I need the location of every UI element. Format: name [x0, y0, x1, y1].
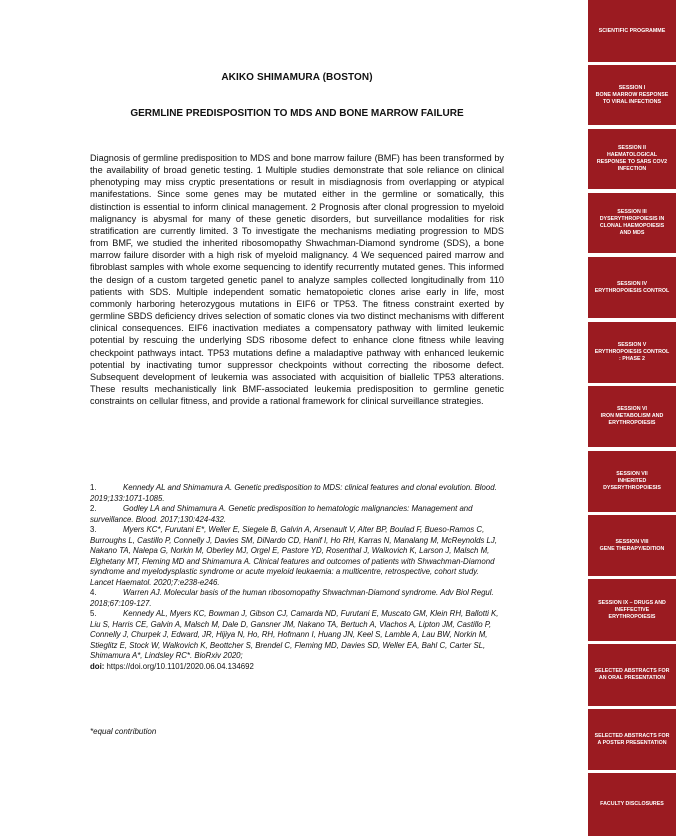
- tab-session-2[interactable]: SESSION II HAEMATOLOGICAL RESPONSE TO SARS COV2 INFECTION: [588, 129, 676, 189]
- tab-session-9[interactable]: SESSION IX – DRUGS AND INEFFECTIVE ERYTHROPOIESIS: [588, 579, 676, 641]
- tab-poster-abstracts[interactable]: SELECTED ABSTRACTS FOR A POSTER PRESENTATION: [588, 709, 676, 770]
- tab-session-3[interactable]: SESSION III DYSERYTHROPOIESIS IN CLONAL HAEMOPOIESIS AND MDS: [588, 193, 676, 253]
- doi-line: doi: https://doi.org/10.1101/2020.06.04.134692: [90, 661, 254, 671]
- tab-session-4[interactable]: SESSION IV ERYTHROPOIESIS CONTROL: [588, 257, 676, 318]
- footnote: *equal contribution: [90, 727, 157, 736]
- tab-session-6[interactable]: SESSION VI IRON METABOLISM AND ERYTHROPOIESIS: [588, 386, 676, 447]
- reference-item: 4. Warren AJ. Molecular basis of the human ribosomopathy Shwachman-Diamond syndrome. Adv Biol Regul. 2018;67:109-127.: [90, 588, 494, 608]
- author-heading: AKIKO SHIMAMURA (BOSTON): [221, 72, 373, 83]
- tab-session-1[interactable]: SESSION I BONE MARROW RESPONSE TO VIRAL INFECTIONS: [588, 65, 676, 125]
- abstract-title: GERMLINE PREDISPOSITION TO MDS AND BONE MARROW FAILURE: [130, 108, 464, 119]
- reference-item: 1. Kennedy AL and Shimamura A. Genetic predisposition to MDS: clinical features and clonal evolution. Blood. 2019;133:1071-1085.: [90, 483, 497, 503]
- reference-item: 5. Kennedy AL, Myers KC, Bowman J, Gibson CJ, Camarda ND, Furutani E, Muscato GM, Klein RH, Ballotti K, Liu S, Harris CE, Galvin A, Malsch M, Dale D, Gansner JM, Nakano TA, Bertuch A, Vlachos A, Lipton JM, Castillo P, Connelly J, Churpek J, Edward, JR, Hijiya N, Ho, RH, Hofmann I, Huang JN, Keel S, Lamble A, Lau BW, Norkin M, Stieglitz E, Stock W, Walkovich K, Beottcher S, Brendel C, Fleming MD, Davies SD, Weller EA, Bahl C, Carter SL, Shimamura A*, Lindsley RC*. BioRxiv 2020;: [90, 609, 499, 660]
- reference-item: 3. Myers KC*, Furutani E*, Weller E, Siegele B, Galvin A, Arsenault V, Alter BP, Boulad F, Bueso-Ramos C, Burroughs L, Castillo P, Connelly J, Davies SM, DiNardo CD, Hanif I, Ho RH, Karras N, Manalang M, McReynolds LJ, Nakano TA, Nalepa G, Norkin M, Oberley MJ, Orgel E, Pastore YD, Rosenthal J, Walkovich K, Larson J, Malsch M, Elghetany MT, Fleming MD and Shimamura A. Clinical features and outcomes of patients with Shwachman-Diamond syndrome and myelodysplastic syndrome or acute myeloid leukaemia: a multicentre, retrospective, cohort study. Lancet Haematol. 2020;7:e238-e246.: [90, 525, 498, 587]
- tab-faculty-disclosures[interactable]: FACULTY DISCLOSURES: [588, 773, 676, 836]
- tab-scientific-programme[interactable]: SCIENTIFIC PROGRAMME: [588, 0, 676, 62]
- tab-oral-abstracts[interactable]: SELECTED ABSTRACTS FOR AN ORAL PRESENTATION: [588, 644, 676, 706]
- tab-session-7[interactable]: SESSION VII INHERITED DYSERYTHROPOIESIS: [588, 451, 676, 512]
- reference-item: 2. Godley LA and Shimamura A. Genetic predisposition to hematologic malignancies: Management and surveillance. Blood. 2017;130:424-432.: [90, 504, 473, 524]
- programme-sidebar: [588, 0, 676, 836]
- tab-session-5[interactable]: SESSION V ERYTHROPOIESIS CONTROL : PHASE 2: [588, 322, 676, 383]
- abstract-body: Diagnosis of germline predisposition to MDS and bone marrow failure (BMF) has been transformed by the availability of broad genetic testing. 1 Multiple studies demonstrate that sole reliance on clinical phenotyping may miss cryptic presentations or result in misdiagnosis from overlapping or atypical manifestations. Since some genes may be mutated either in the germline or somatically, this distinction is essential to inform clinical management. 2 Prognosis after clonal progression to myeloid malignancy is abysmal for many of these genetic disorders, but surveillance modalities for risk stratification are currently limited. 3 To investigate the mechanisms mediating progression to MDS from BMF, we studied the inherited ribosomopathy Shwachman-Diamond syndrome (SDS), a bone marrow failure disorder with a high risk of myeloid malignancy. 4 We sequenced paired marrow and fibroblast samples with whole exome sequencing to identify recurrently mutated genes. This informed the design of a custom targeted genetic panel to analyze samples collected longitudinally from 110 patients with SDS. Multiple independent somatic hematopoietic clones arise early in life, most commonly harboring heterozygous mutations in EIF6 or TP53. The fitness constraint exerted by germline SBDS deficiency drives selection of somatic clones via two distinct mechanisms with different clinical consequences. EIF6 inactivation mediates a compensatory pathway with limited leukemic potential by rescuing the underlying SDS ribosome defect to enhance clone fitness while leaving checkpoint pathways intact. TP53 mutations define a maladaptive pathway with enhanced leukemic potential by inactivating tumor suppressor checkpoints without correcting the ribosome defect. Subsequent development of leukemia was associated with acquisition of biallelic TP53 alterations. These results mechanistically link BMF-associated leukemia predisposition to germline genetic constraints on cellular fitness, and provide a rational framework for clinical surveillance strategies.: [90, 153, 504, 407]
- references-list: [90, 483, 504, 672]
- doi-link[interactable]: https://doi.org/10.1101/2020.06.04.134692: [104, 661, 254, 671]
- tab-session-8[interactable]: SESSION VIII GENE THERAPY/EDITION: [588, 515, 676, 576]
